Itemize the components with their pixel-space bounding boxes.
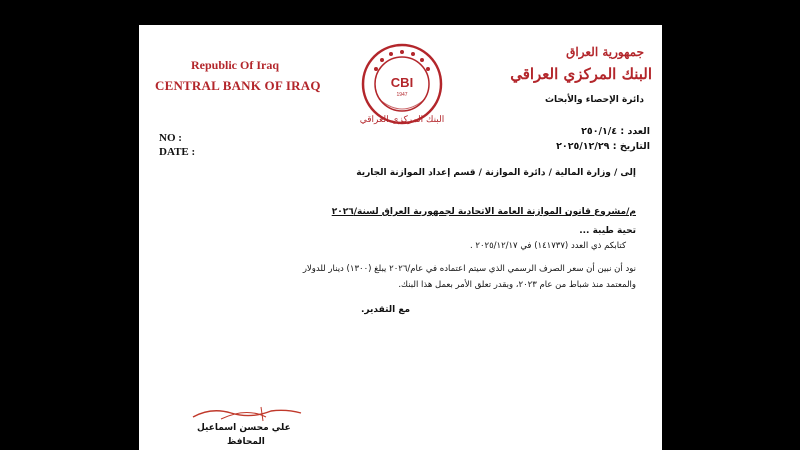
header-bank-en: CENTRAL BANK OF IRAQ: [155, 78, 321, 93]
greeting: تحية طيبة ...: [579, 226, 636, 236]
ref-date-ar: التاريخ : ٢٠٢٥/١٢/٢٩: [556, 141, 650, 152]
no-label: NO :: [159, 132, 182, 144]
recipient-line: إلى / وزارة المالية / دائرة الموازنة / قسم إعداد الموازنة الجارية: [356, 168, 636, 178]
header-bank-ar: البنك المركزي العراقي: [510, 65, 652, 83]
cbi-seal-logo: [361, 43, 443, 125]
signatory-name: علي محسن اسماعيل: [197, 423, 291, 433]
seal-arabic-caption: البنك المركزي العراقي: [359, 115, 445, 125]
paragraph-2-line-2: والمعتمد منذ شباط من عام ٢٠٢٣، وبقدر تعلق الأمر بعمل هذا البنك.: [398, 280, 636, 290]
paragraph-1: كتابكم ذي العدد (١٤١٧٣٧) في ٢٠٢٥/١٢/١٧ .: [469, 241, 626, 251]
paragraph-2-line-1: نود أن نبين أن سعر الصرف الرسمي الذي سيتم اعتماده في عام/٢٠٢٦ يبلغ (١٣٠٠) دينار للدولار: [302, 264, 636, 274]
closing: مع التقدير.: [361, 305, 411, 315]
seal-cbi-text: CBI: [390, 75, 414, 90]
letter-page: [139, 25, 662, 450]
header-republic-ar: جمهورية العراق: [566, 45, 644, 59]
header-republic-en: Republic Of Iraq: [191, 58, 280, 72]
date-label: DATE :: [159, 146, 196, 158]
subject-line: م/مشروع قانون الموازنة العامة الاتحادية لجمهورية العراق لسنة/٢٠٢٦: [331, 207, 636, 217]
ref-number-ar: العدد : ٢٥٠/١/٤: [581, 126, 650, 137]
signature-scribble: [191, 403, 311, 425]
header-department-ar: دائرة الإحصاء والأبحاث: [544, 95, 644, 105]
seal-year: 1947: [396, 92, 408, 98]
signatory-title: المحافظ: [227, 437, 265, 447]
